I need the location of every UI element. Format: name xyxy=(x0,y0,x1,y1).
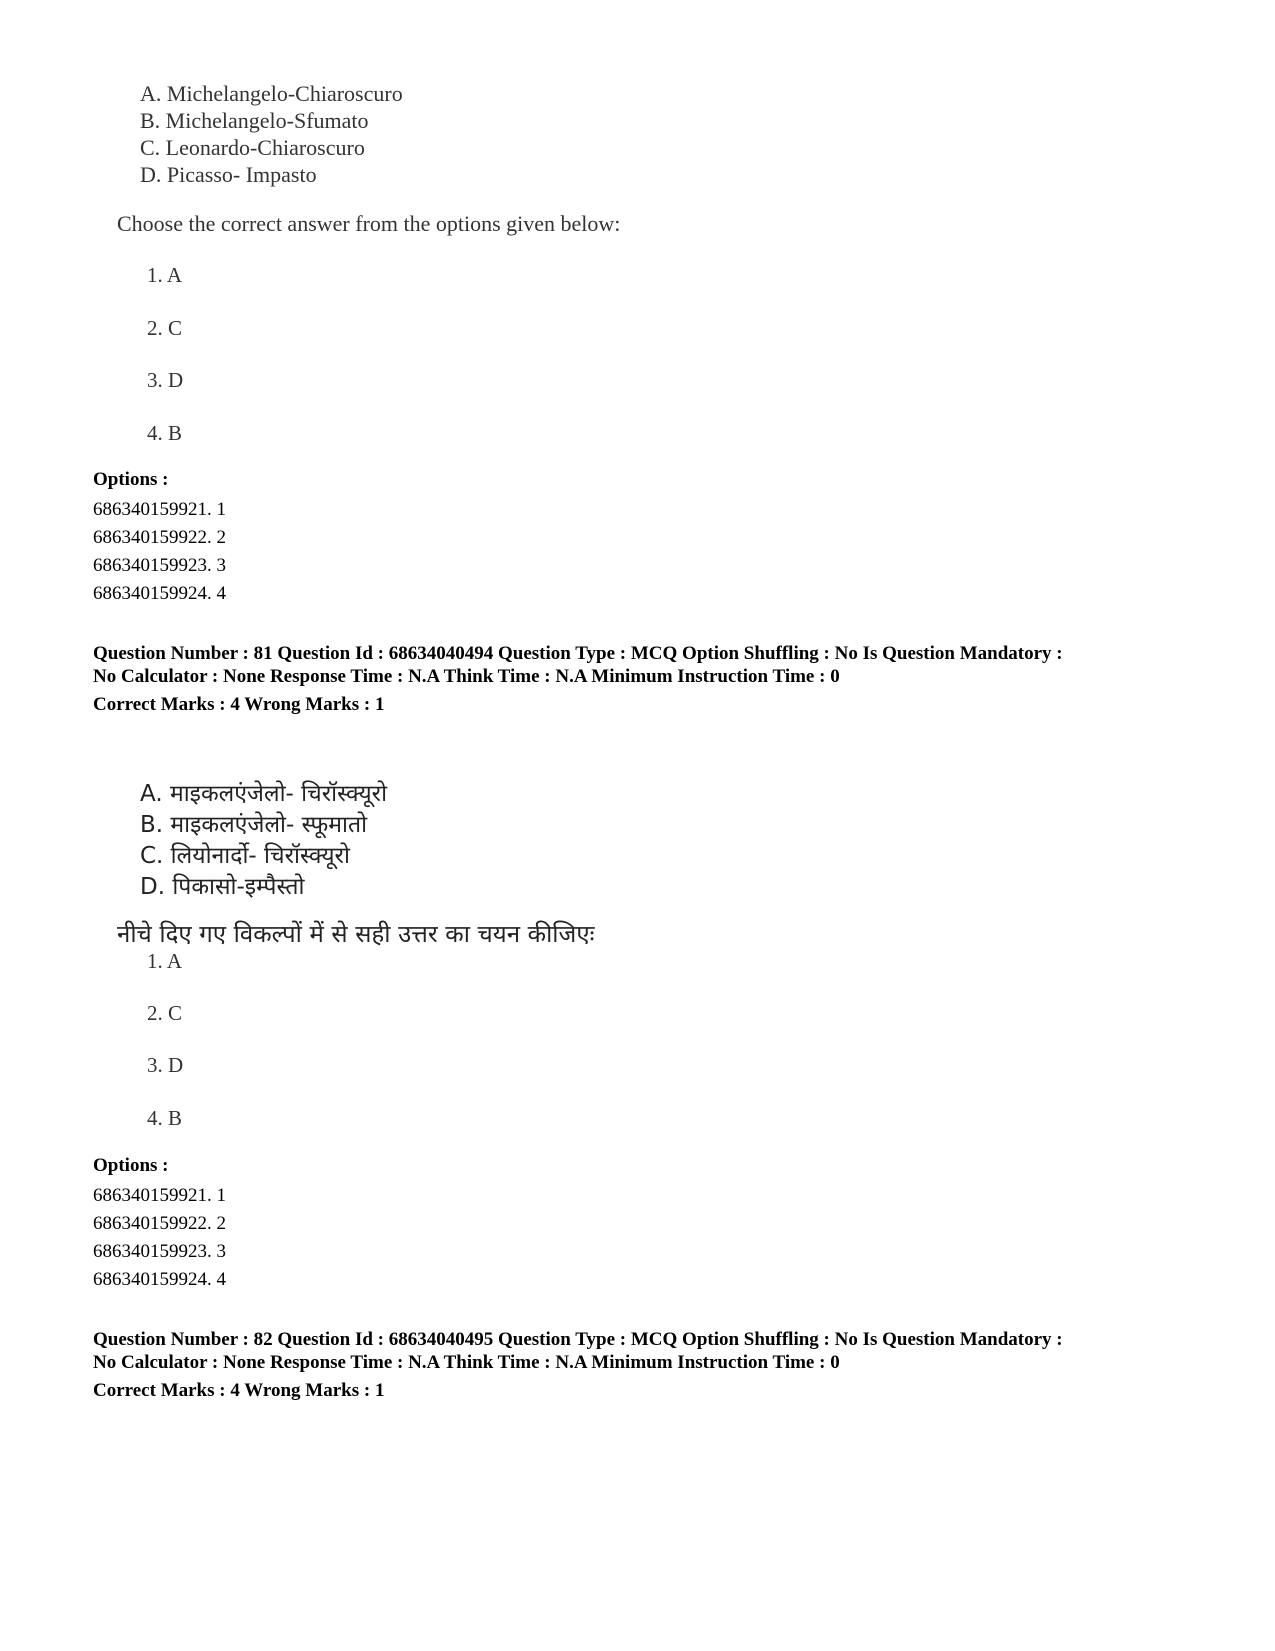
option-item: 686340159921. 1 xyxy=(93,1185,226,1206)
answer-choice: 2. C xyxy=(147,316,183,340)
options-label: Options : xyxy=(93,1155,169,1176)
question-marks: Correct Marks : 4 Wrong Marks : 1 xyxy=(93,694,385,715)
answer-choice: 3. D xyxy=(147,368,184,392)
question-meta-line2: No Calculator : None Response Time : N.A Think Time : N.A Minimum Instruction Time : 0 xyxy=(93,1352,840,1373)
answer-choice: 3. D xyxy=(147,1053,184,1077)
pair-b: B. Michelangelo-Sfumato xyxy=(140,108,369,133)
pair-c: C. Leonardo-Chiaroscuro xyxy=(140,135,365,160)
answer-choice: 1. A xyxy=(147,949,183,973)
pair-b-hindi: B. माइकलएंजेलो- स्फूमातो xyxy=(140,812,368,838)
question-marks: Correct Marks : 4 Wrong Marks : 1 xyxy=(93,1380,385,1401)
options-label: Options : xyxy=(93,469,169,490)
answer-choice: 2. C xyxy=(147,1001,183,1025)
pair-a: A. Michelangelo-Chiaroscuro xyxy=(140,81,403,106)
instruction-text: Choose the correct answer from the options given below: xyxy=(117,211,621,236)
question-meta-line1: Question Number : 81 Question Id : 68634040494 Question Type : MCQ Option Shuffling : No Is Question Mandatory : xyxy=(93,643,1063,664)
pair-d: D. Picasso- Impasto xyxy=(140,162,317,187)
option-item: 686340159923. 3 xyxy=(93,555,226,576)
pair-a-hindi: A. माइकलएंजेलो- चिरॉस्क्यूरो xyxy=(140,781,388,807)
pair-d-hindi: D. पिकासो-इम्पैस्तो xyxy=(140,874,305,900)
option-item: 686340159922. 2 xyxy=(93,1213,226,1234)
instruction-text-hindi: नीचे दिए गए विकल्पों में से सही उत्तर का चयन कीजिएः xyxy=(117,920,595,948)
option-item: 686340159923. 3 xyxy=(93,1241,226,1262)
pair-c-hindi: C. लियोनार्दो- चिरॉस्क्यूरो xyxy=(140,843,350,869)
option-item: 686340159921. 1 xyxy=(93,499,226,520)
option-item: 686340159924. 4 xyxy=(93,583,226,604)
answer-choice: 4. B xyxy=(147,421,183,445)
option-item: 686340159924. 4 xyxy=(93,1269,226,1290)
option-item: 686340159922. 2 xyxy=(93,527,226,548)
question-meta-line1: Question Number : 82 Question Id : 68634040495 Question Type : MCQ Option Shuffling : No Is Question Mandatory : xyxy=(93,1329,1063,1350)
answer-choice: 1. A xyxy=(147,263,183,287)
answer-choice: 4. B xyxy=(147,1106,183,1130)
question-meta-line2: No Calculator : None Response Time : N.A Think Time : N.A Minimum Instruction Time : 0 xyxy=(93,666,840,687)
